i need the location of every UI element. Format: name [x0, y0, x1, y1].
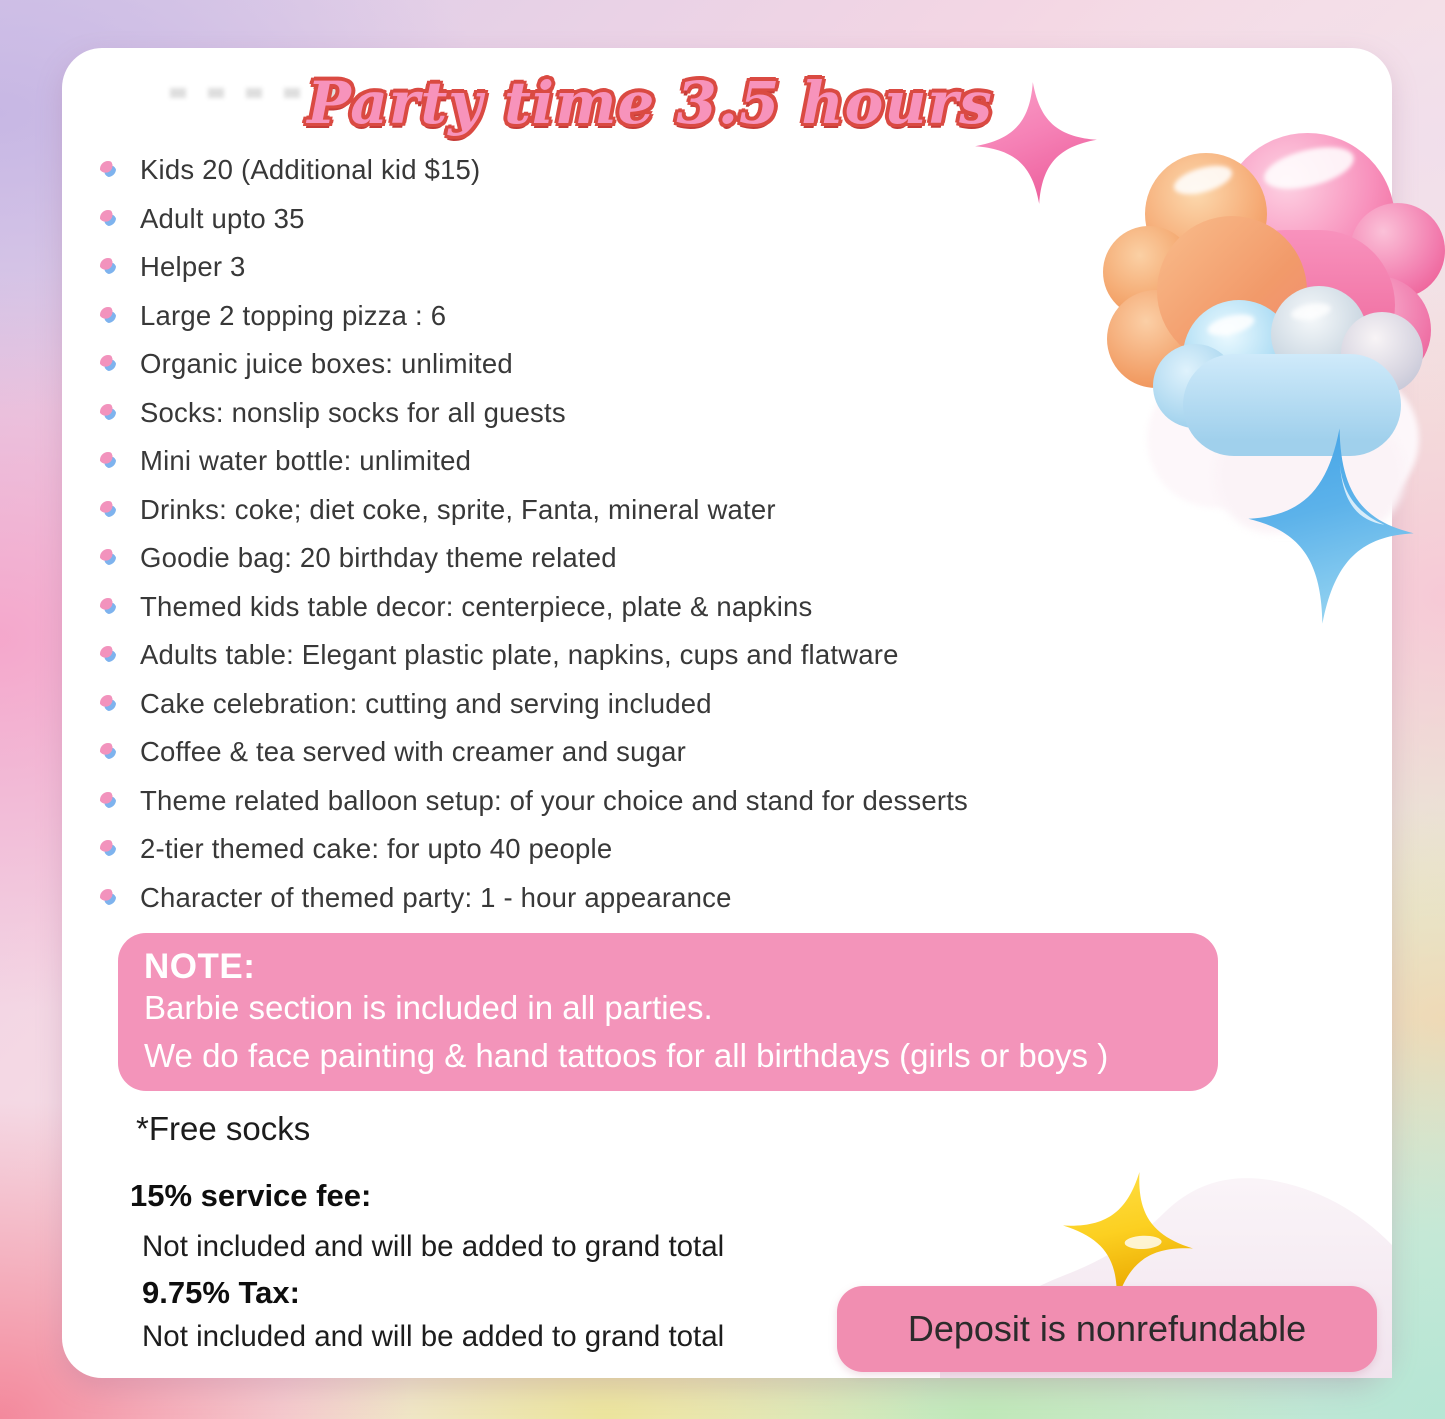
list-item	[100, 880, 1200, 916]
tax-text: Not included and will be added to grand total	[142, 1320, 725, 1353]
list-item-text: Drinks: coke; diet coke, sprite, Fanta, mineral water	[140, 493, 776, 525]
list-item-text: Socks: nonslip socks for all guests	[140, 396, 566, 428]
bullet-icon	[100, 161, 116, 177]
list-item	[100, 637, 1200, 673]
list-item-text: Large 2 topping pizza : 6	[140, 299, 447, 331]
deposit-badge: Deposit is nonrefundable	[837, 1286, 1377, 1372]
list-item-text: Kids 20 (Additional kid $15)	[140, 154, 481, 185]
list-item-text: Adult upto 35	[140, 202, 305, 234]
pink-sparkle-icon	[972, 77, 1100, 209]
list-item-text: 2-tier themed cake: for upto 40 people	[140, 833, 613, 864]
list-item-text: Character of themed party: 1 - hour appearance	[140, 881, 732, 913]
bullet-icon	[100, 355, 116, 371]
list-item	[100, 443, 1200, 479]
service-fee-label: 15% service fee:	[130, 1178, 372, 1213]
list-item	[100, 783, 1200, 819]
list-item	[100, 249, 1200, 285]
bullet-icon	[100, 646, 116, 662]
package-feature-list	[100, 152, 1200, 928]
bullet-icon	[100, 549, 116, 565]
list-item-text: Themed kids table decor: centerpiece, plate & napkins	[140, 590, 813, 622]
service-fee-text: Not included and will be added to grand total	[142, 1230, 725, 1263]
list-item-text: Helper 3	[140, 251, 246, 282]
bullet-icon	[100, 889, 116, 905]
list-item-text: Adults table: Elegant plastic plate, napkins, cups and flatware	[140, 639, 899, 670]
list-item	[100, 346, 1200, 382]
bullet-icon	[100, 840, 116, 856]
list-item	[100, 686, 1200, 722]
bullet-icon	[100, 501, 116, 517]
bullet-icon	[100, 792, 116, 808]
blue-sparkle-icon	[1240, 421, 1422, 631]
list-item-text: Organic juice boxes: unlimited	[140, 348, 513, 379]
list-item	[100, 734, 1200, 770]
bullet-icon	[100, 452, 116, 468]
note-line-1: Barbie section is included in all parties.	[144, 989, 713, 1026]
list-item-text: Theme related balloon setup: of your choice and stand for desserts	[140, 784, 968, 816]
note-line-2: We do face painting & hand tattoos for all birthdays (girls or boys )	[144, 1037, 1109, 1074]
page-title: Party time 3.5 hours	[307, 69, 993, 137]
free-socks-text: *Free socks	[136, 1110, 311, 1147]
list-item	[100, 540, 1200, 576]
list-item-text: Coffee & tea served with creamer and sugar	[140, 736, 686, 767]
party-package-card	[62, 48, 1392, 1378]
note-heading: NOTE:	[144, 947, 256, 986]
tax-label: 9.75% Tax:	[142, 1275, 300, 1310]
list-item	[100, 492, 1200, 528]
list-item	[100, 395, 1200, 431]
bullet-icon	[100, 404, 116, 420]
bullet-icon	[100, 695, 116, 711]
list-item-text: Mini water bottle: unlimited	[140, 445, 472, 476]
list-item-text: Goodie bag: 20 birthday theme related	[140, 542, 617, 573]
list-item	[100, 589, 1200, 625]
list-item	[100, 831, 1200, 867]
bullet-icon	[100, 743, 116, 759]
bullet-icon	[100, 258, 116, 274]
bullet-icon	[100, 307, 116, 323]
note-box	[118, 933, 1218, 1091]
list-item-text: Cake celebration: cutting and serving included	[140, 687, 712, 719]
list-item	[100, 298, 1200, 334]
bullet-icon	[100, 210, 116, 226]
bullet-icon	[100, 598, 116, 614]
